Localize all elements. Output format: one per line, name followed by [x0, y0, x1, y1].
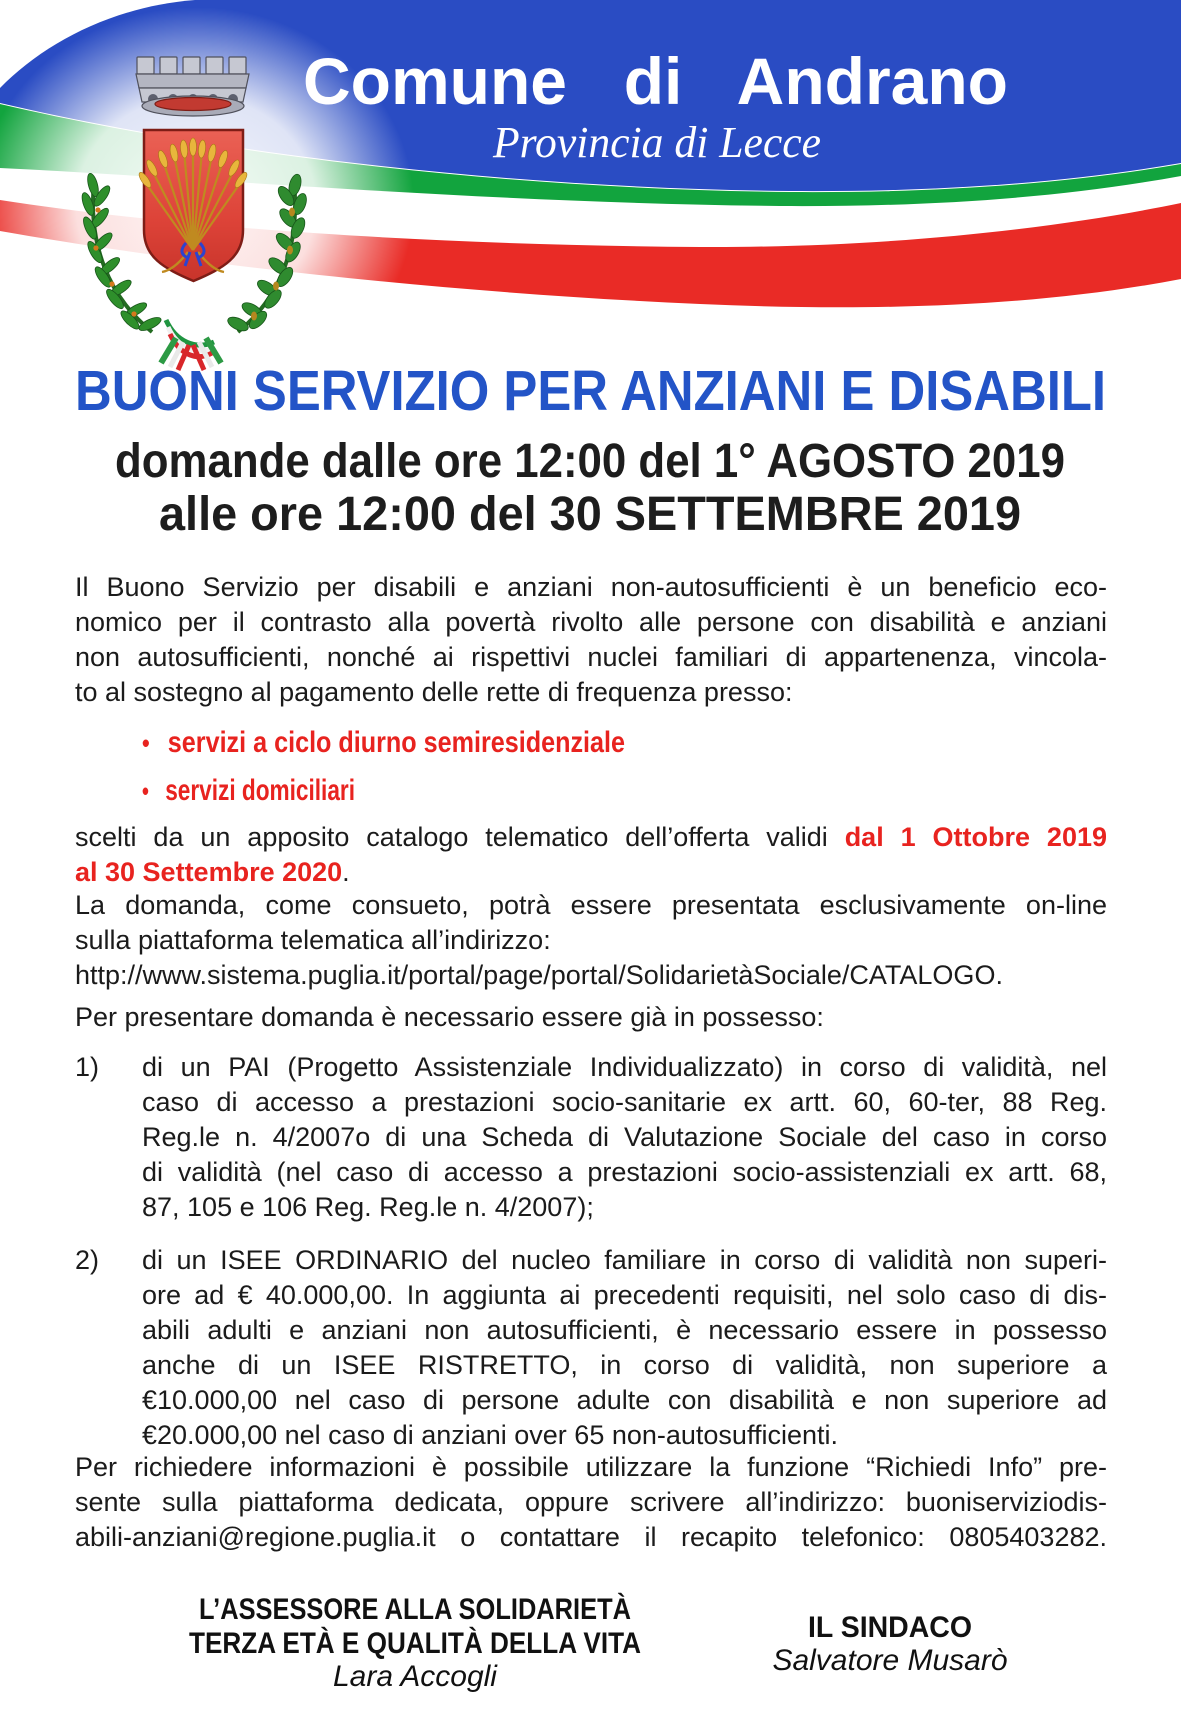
requirement-2-line-6: €20.000,00 nel caso di anziani over 65 non-autosufficienti.	[142, 1420, 838, 1450]
municipality-name: Comune di Andrano	[303, 44, 1008, 118]
application-url: http://www.sistema.puglia.it/portal/page/portal/SolidarietàSociale/CATALOGO.	[75, 960, 1003, 990]
mayor-name: Salvatore Musarò	[772, 1644, 1008, 1677]
info-line-3: abili-anziani@regione.puglia.it o contattare il recapito telefonico: 0805403282.	[75, 1522, 1107, 1552]
requirement-1	[75, 1050, 1107, 1225]
application-paragraph	[75, 888, 1107, 993]
assessor-role-line-1: L’ASSESSORE ALLA SOLIDARIETÀ	[199, 1593, 631, 1626]
assessor-role-line-2: TERZA ETÀ E QUALITÀ DELLA VITA	[189, 1627, 641, 1660]
requirement-1-line-4: di validità (nel caso di accesso a prestazioni socio-assistenziali ex artt. 68,	[142, 1157, 1107, 1187]
service-bullet-1: • servizi a ciclo diurno semiresidenziale	[142, 725, 625, 760]
requirement-1-line-5: 87, 105 e 106 Reg. Reg.le n. 4/2007);	[142, 1192, 594, 1222]
validity-dates-end: al 30 Settembre 2020	[75, 857, 343, 887]
intro-line-3: non autosufficienti, nonché ai rispettivi nuclei familiari di appartenenza, vincola-	[75, 642, 1107, 672]
mural-crown-icon	[136, 57, 249, 116]
signature-left	[170, 1593, 660, 1694]
requirement-1-line-1: di un PAI (Progetto Assistenziale Individualizzato) in corso di validità, nel	[142, 1052, 1107, 1082]
requirement-2-line-5: €10.000,00 nel caso di persone adulte con disabilità e non superiore ad	[142, 1385, 1107, 1415]
mayor-role: IL SINDACO	[808, 1611, 972, 1644]
intro-paragraph	[75, 570, 1107, 710]
signature-right	[740, 1611, 1040, 1678]
requirement-1-line-2: caso di accesso a prestazioni socio-sanitarie ex artt. 60, 60-ter, 88 Reg.	[142, 1087, 1107, 1117]
validity-line-2	[75, 855, 1107, 890]
validity-dates-start: dal 1 Ottobre 2019	[844, 822, 1107, 852]
requirement-2-number: 2)	[75, 1245, 100, 1275]
intro-line-4: to al sostegno al pagamento delle rette di frequenza presso:	[75, 677, 793, 707]
notice-title: BUONI SERVIZIO PER ANZIANI E DISABILI	[75, 359, 1106, 423]
requirement-2-line-1: di un ISEE ORDINARIO del nucleo familiare in corso di validità non superi-	[142, 1245, 1107, 1275]
requirement-2-line-2: ore ad € 40.000,00. In aggiunta ai precedenti requisiti, nel solo caso di dis-	[142, 1280, 1107, 1310]
requirement-1-number: 1)	[75, 1052, 100, 1082]
service-bullet-2: • servizi domiciliari	[142, 773, 355, 808]
info-paragraph	[75, 1450, 1107, 1555]
requirement-2-line-4: anche di un ISEE RISTRETTO, in corso di validità, non superiore a	[142, 1350, 1107, 1380]
notice-subtitle-1: domande dalle ore 12:00 del 1° AGOSTO 2019	[115, 435, 1065, 488]
province-name: Provincia di Lecce	[493, 118, 821, 167]
intro-line-2: nomico per il contrasto alla povertà rivolto alle persone con disabilità e anziani	[75, 607, 1107, 637]
notice-subtitle-2: alle ore 12:00 del 30 SETTEMBRE 2019	[159, 488, 1021, 541]
intro-line-1: Il Buono Servizio per disabili e anziani non-autosufficienti è un beneficio eco-	[75, 572, 1107, 602]
validity-text: scelti da un apposito catalogo telematico dell’offerta validi	[75, 822, 845, 852]
validity-period: .	[342, 857, 350, 887]
application-line-2: sulla piattaforma telematica all’indirizzo:	[75, 925, 551, 955]
application-line-1: La domanda, come consueto, potrà essere presentata esclusivamente on-line	[75, 890, 1107, 920]
info-line-2: sente sulla piattaforma dedicata, oppure scrivere all’indirizzo: buoniserviziodis-	[75, 1487, 1107, 1517]
requirements-intro: Per presentare domanda è necessario essere già in possesso:	[75, 1002, 824, 1032]
validity-line-1	[75, 820, 1107, 855]
requirement-2-line-3: abili adulti e anziani non autosufficienti, è necessario essere in possesso	[142, 1315, 1107, 1345]
validity-paragraph	[75, 820, 1107, 890]
requirement-1-line-3: Reg.le n. 4/2007o di una Scheda di Valutazione Sociale del caso in corso	[142, 1122, 1107, 1152]
requirement-2	[75, 1243, 1107, 1453]
assessor-name: Lara Accogli	[333, 1660, 497, 1693]
info-line-1: Per richiedere informazioni è possibile utilizzare la funzione “Richiedi Info” pre-	[75, 1452, 1107, 1482]
